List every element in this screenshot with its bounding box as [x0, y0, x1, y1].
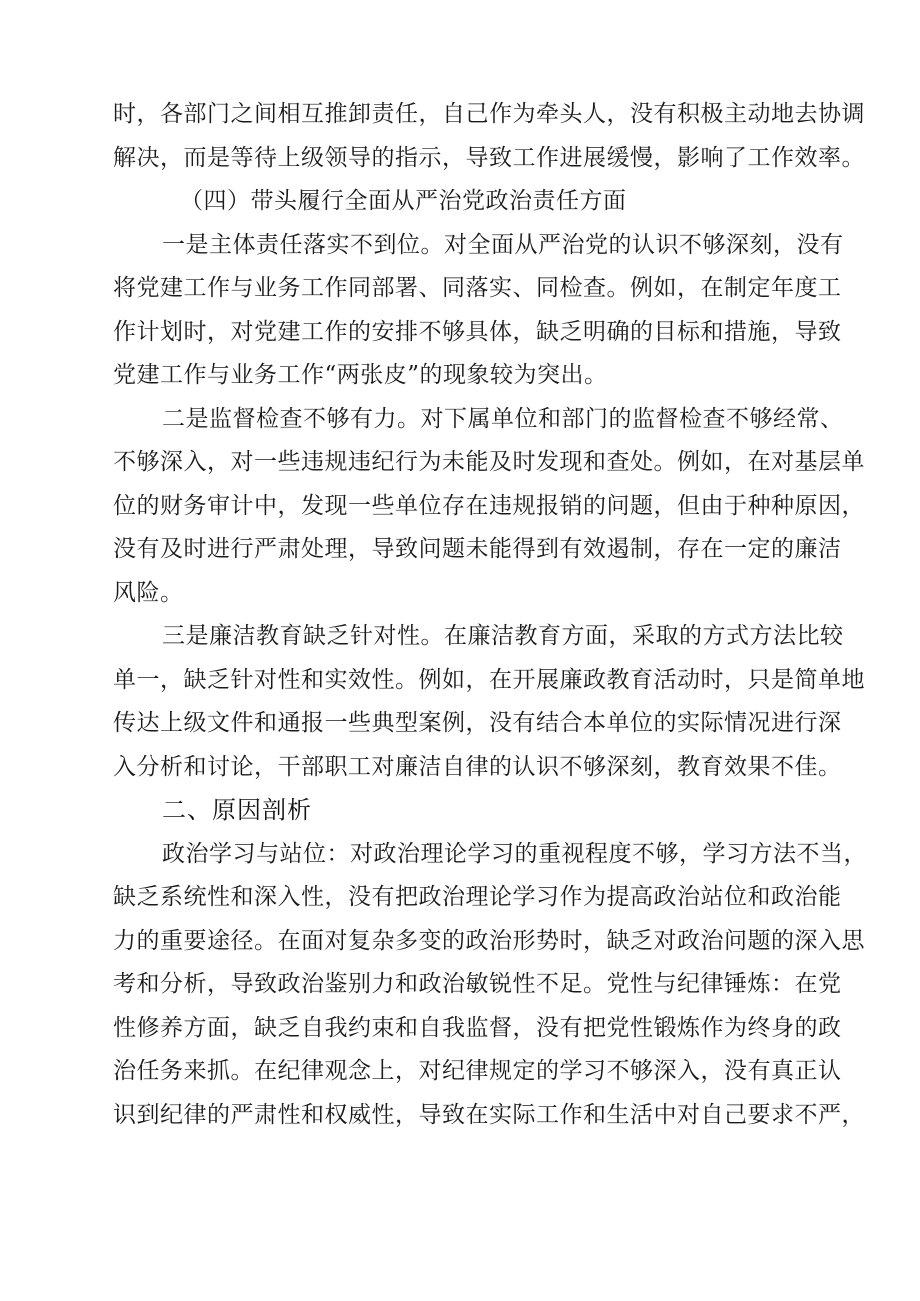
- section-heading: 二、原因剖析: [162, 796, 312, 824]
- paragraph-line: 三是廉洁教育缺乏针对性。在廉洁教育方面，采取的方式方法比较: [162, 623, 844, 649]
- paragraph-line: 识到纪律的严肃性和权威性，导致在实际工作和生活中对自己要求不严，: [113, 1102, 865, 1128]
- paragraph-line: 单一，缺乏针对性和实效性。例如，在开展廉政教育活动时，只是简单地: [113, 667, 865, 693]
- paragraph-line: 将党建工作与业务工作同部署、同落实、同检查。例如，在制定年度工: [113, 275, 842, 301]
- paragraph-line: 入分析和讨论，干部职工对廉洁自律的认识不够深刻，教育效果不佳。: [113, 754, 842, 780]
- paragraph-line: 党建工作与业务工作“两张皮”的现象较为突出。: [113, 362, 608, 388]
- paragraph-line: 不够深入，对一些违规违纪行为未能及时发现和查处。例如，在对基层单: [113, 449, 865, 475]
- paragraph-line: 考和分析，导致政治鉴别力和政治敏锐性不足。党性与纪律锤炼：在党: [113, 971, 842, 997]
- paragraph-line: 作计划时，对党建工作的安排不够具体，缺乏明确的目标和措施，导致: [113, 319, 842, 345]
- paragraph-line: 二是监督检查不够有力。对下属单位和部门的监督检查不够经常、: [162, 406, 844, 432]
- paragraph-line: 风险。: [113, 580, 184, 606]
- paragraph-line: 一是主体责任落实不到位。对全面从严治党的认识不够深刻，没有: [162, 232, 844, 258]
- paragraph-line: 性修养方面，缺乏自我约束和自我监督，没有把党性锻炼作为终身的政: [113, 1015, 842, 1041]
- section-subheading: （四）带头履行全面从严治党政治责任方面: [180, 188, 627, 214]
- paragraph-line: 没有及时进行严肃处理，导致问题未能得到有效遏制，存在一定的廉洁: [113, 536, 842, 562]
- paragraph-line: 解决，而是等待上级领导的指示，导致工作进展缓慢，影响了工作效率。: [113, 145, 865, 171]
- paragraph-line: 传达上级文件和通报一些典型案例，没有结合本单位的实际情况进行深: [113, 710, 842, 736]
- paragraph-line: 时，各部门之间相互推卸责任，自己作为牵头人，没有积极主动地去协调: [113, 101, 865, 127]
- paragraph-line: 缺乏系统性和深入性，没有把政治理论学习作为提高政治站位和政治能: [113, 884, 842, 910]
- paragraph-line: 政治学习与站位：对政治理论学习的重视程度不够，学习方法不当，: [162, 841, 867, 867]
- paragraph-line: 治任务来抓。在纪律观念上，对纪律规定的学习不够深入，没有真正认: [113, 1058, 842, 1084]
- paragraph-line: 力的重要途径。在面对复杂多变的政治形势时，缺乏对政治问题的深入思: [113, 928, 865, 954]
- paragraph-line: 位的财务审计中，发现一些单位存在违规报销的问题，但由于种种原因，: [113, 493, 865, 519]
